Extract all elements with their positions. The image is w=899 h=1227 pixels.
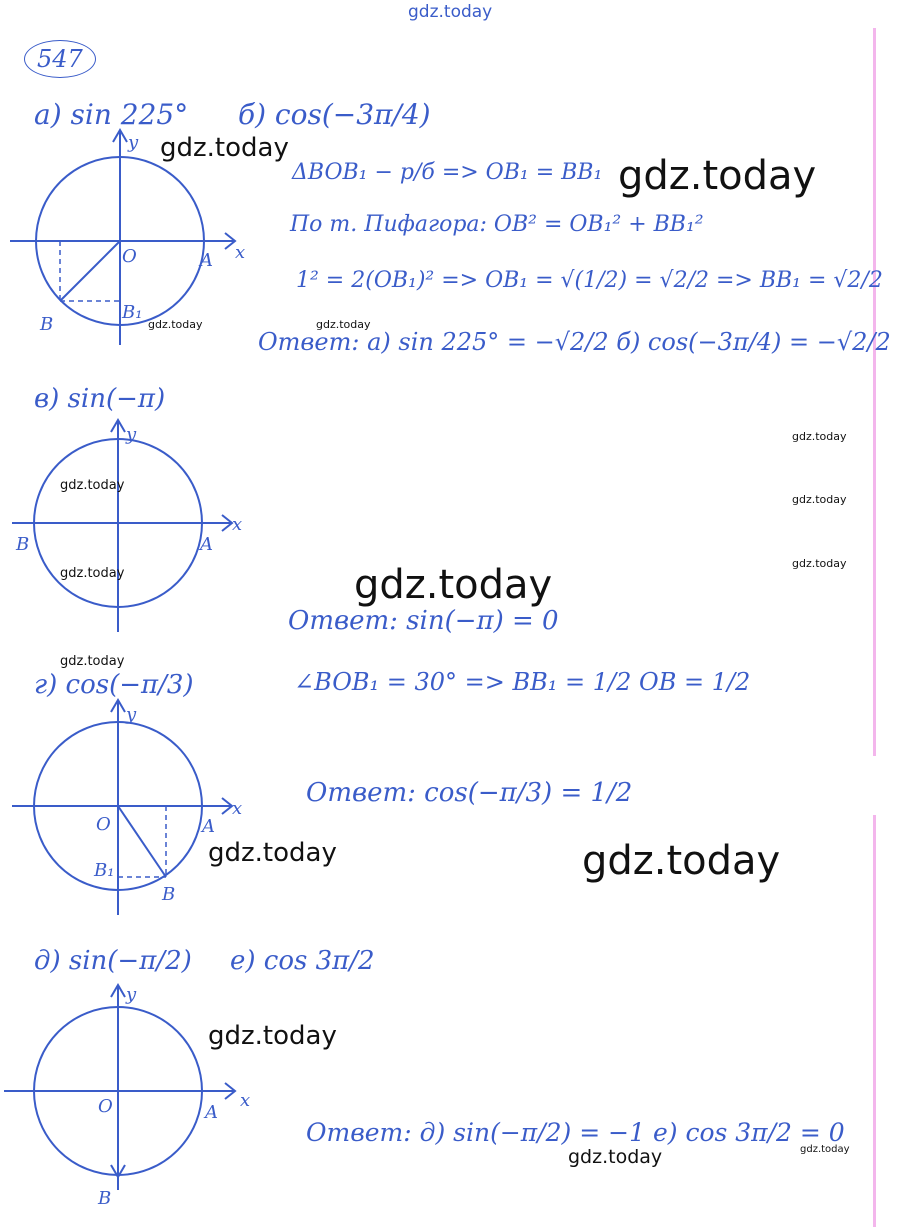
watermark: gdz.today — [208, 838, 337, 868]
task-g: г) cos(−π/3) — [34, 670, 194, 700]
watermark: gdz.today — [60, 566, 125, 581]
task-b: б) cos(−3π/4) — [238, 98, 431, 131]
label-y: y — [126, 424, 137, 445]
label-b1: B₁ — [94, 860, 115, 881]
label-x: x — [232, 514, 243, 535]
watermark: gdz.today — [208, 1021, 337, 1051]
answer-g: Ответ: cos(−π/3) = 1/2 — [306, 778, 633, 808]
label-o: O — [122, 246, 137, 267]
answer-a: Ответ: а) sin 225° = −√2/2 б) cos(−3π/4) = −√2/2 — [258, 328, 891, 356]
solution-line-1: ΔBOB₁ − р/б => OB₁ = BB₁ — [292, 160, 603, 185]
label-b: B — [98, 1188, 112, 1209]
label-y: y — [126, 704, 137, 725]
watermark: gdz.today — [60, 654, 125, 669]
label-x: x — [240, 1090, 251, 1111]
watermark: gdz.today — [160, 133, 289, 163]
solution-line-2: По т. Пифагора: OB² = OB₁² + BB₁² — [290, 212, 704, 237]
task-a: а) sin 225° — [34, 98, 189, 131]
label-x: x — [232, 798, 243, 819]
label-y: y — [128, 132, 139, 153]
watermark: gdz.today — [316, 318, 371, 331]
margin-line — [873, 28, 876, 756]
answer-d: Ответ: д) sin(−π/2) = −1 е) cos 3π/2 = 0 — [306, 1118, 845, 1147]
label-a: A — [205, 1102, 218, 1123]
problem-number: 547 — [24, 40, 96, 78]
watermark: gdz.today — [792, 557, 847, 570]
label-a: A — [200, 250, 213, 271]
watermark: gdz.today — [792, 493, 847, 506]
task-d: д) sin(−π/2) — [34, 946, 192, 976]
label-o: O — [98, 1096, 113, 1117]
top-watermark: gdz.today — [408, 2, 493, 22]
watermark: gdz.today — [60, 478, 125, 493]
watermark: gdz.today — [148, 318, 203, 331]
watermark: gdz.today — [568, 1146, 663, 1168]
task-v: в) sin(−π) — [34, 384, 166, 414]
label-a: A — [200, 534, 213, 555]
label-x: x — [235, 242, 246, 263]
answer-v: Ответ: sin(−π) = 0 — [288, 606, 559, 636]
watermark: gdz.today — [792, 430, 847, 443]
watermark: gdz.today — [354, 562, 553, 608]
label-b1: B₁ — [122, 302, 143, 323]
label-b: B — [40, 314, 54, 335]
solution-line-3: 1² = 2(OB₁)² => OB₁ = √(1/2) = √2/2 => BB₁ = √2/2 — [296, 268, 883, 293]
label-b: B — [16, 534, 30, 555]
label-b: B — [162, 884, 176, 905]
label-a: A — [202, 816, 215, 837]
watermark: gdz.today — [582, 838, 781, 884]
label-o: O — [96, 814, 111, 835]
watermark: gdz.today — [800, 1144, 850, 1155]
watermark: gdz.today — [618, 153, 817, 199]
task-e: е) cos 3π/2 — [230, 946, 375, 976]
label-y: y — [126, 984, 137, 1005]
solution-g: ∠BOB₁ = 30° => BB₁ = 1/2 OB = 1/2 — [294, 668, 751, 696]
margin-line — [873, 815, 876, 1227]
